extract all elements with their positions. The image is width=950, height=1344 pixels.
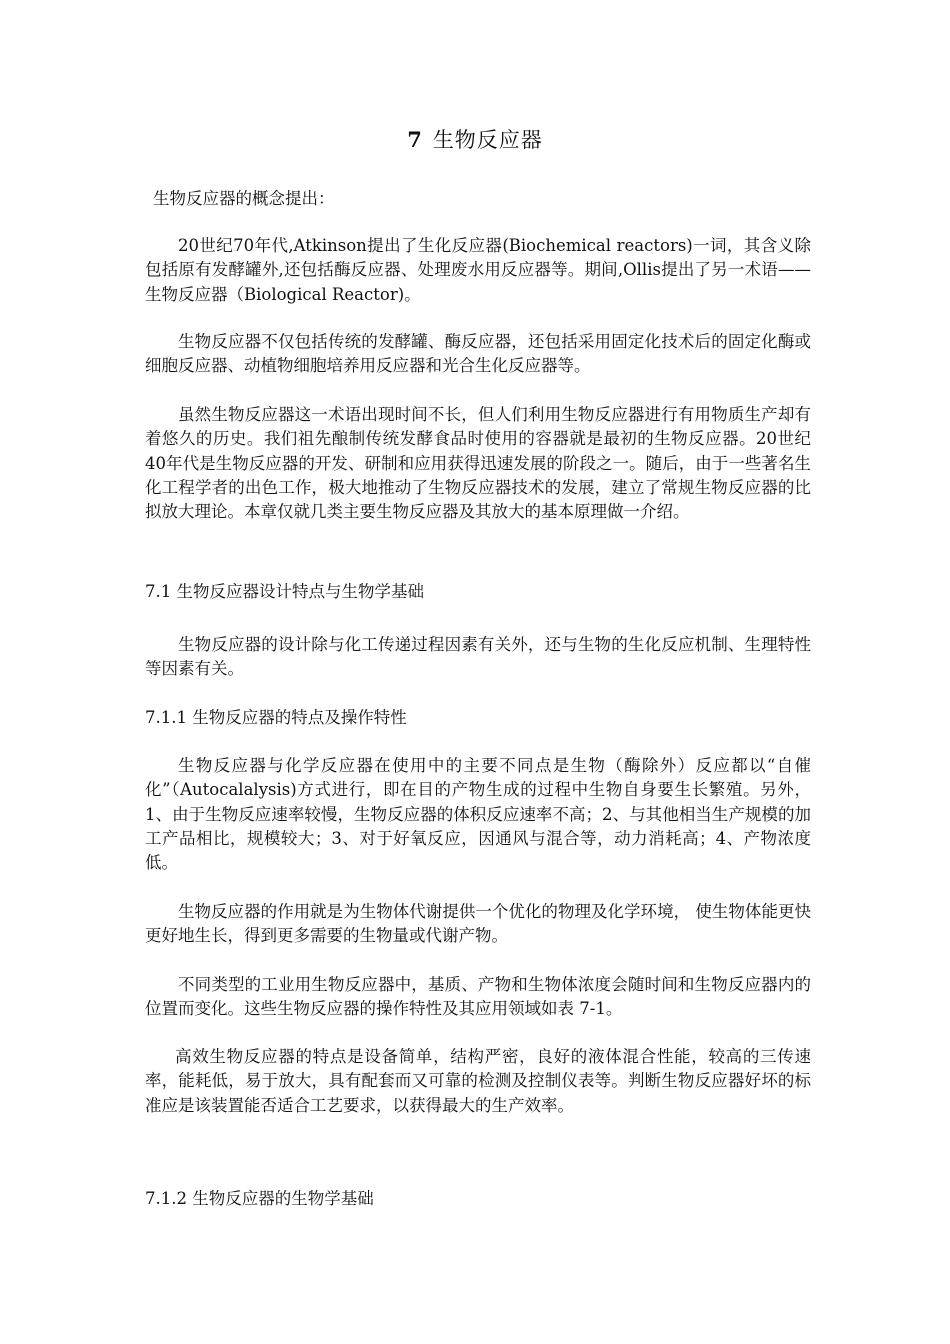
chapter-title-text: 生物反应器 (432, 128, 543, 152)
paragraph-scope: 生物反应器不仅包括传统的发酵罐、酶反应器，还包括采用固定化技术后的固定化酶或细胞反应器、动植物细胞培养用反应器和光合生化反应器等。 (145, 332, 811, 376)
paragraph-characteristics: 生物反应器与化学反应器在使用中的主要不同点是生物（酶除外）反应都以“自催化”（Autocalalysis)方式进行，即在目的产物生成的过程中生物自身要生长繁殖。另外，1、由于生物反应速率较慢，生物反应器的体积反应速率不高；2、与其他相当生产规模的加工产品相比，规模较大；3、对于好氧反应，因通风与混合等，动力消耗高；4、产物浓度低。 (145, 756, 811, 873)
paragraph-function: 生物反应器的作用就是为生物体代谢提供一个优化的物理及化学环境， 使生物体能更快更好地生长，得到更多需要的生物量或代谢产物。 (145, 902, 811, 946)
section-heading-7-1: 7.1 生物反应器设计特点与生物学基础 (145, 582, 424, 601)
paragraph-operation: 不同类型的工业用生物反应器中，基质、产物和生物体浓度会随时间和生物反应器内的位置而变化。这些生物反应器的操作特性及其应用领域如表 7-1。 (145, 975, 811, 1019)
chapter-title (0, 124, 950, 154)
chapter-number: 7 (407, 127, 423, 152)
intro-label: 生物反应器的概念提出： (153, 189, 335, 208)
paragraph-efficiency: 高效生物反应器的特点是设备简单，结构严密，良好的液体混合性能，较高的三传速率，能耗低，易于放大，具有配套而又可靠的检测及控制仪表等。判断生物反应器好坏的标准应是该装置能否适合工艺要求，以获得最大的生产效率。 (145, 1047, 811, 1115)
paragraph-history: 20世纪70年代,Atkinson提出了生化反应器(Biochemical reactors)一词，其含义除包括原有发酵罐外,还包括酶反应器、处理废水用反应器等。期间,Ollis提出了另一术语——生物反应器（Biological Reactor)。 (145, 236, 811, 304)
section-heading-7-1-2: 7.1.2 生物反应器的生物学基础 (145, 1189, 374, 1208)
section-heading-7-1-1: 7.1.1 生物反应器的特点及操作特性 (145, 708, 407, 727)
paragraph-design-factors: 生物反应器的设计除与化工传递过程因素有关外，还与生物的生化反应机制、生理特性等因素有关。 (145, 635, 811, 679)
paragraph-background: 虽然生物反应器这一术语出现时间不长，但人们利用生物反应器进行有用物质生产却有着悠久的历史。我们祖先酿制传统发酵食品时使用的容器就是最初的生物反应器。20世纪40年代是生物反应器的开发、研制和应用获得迅速发展的阶段之一。随后，由于一些著名生化工程学者的出色工作，极大地推动了生物反应器技术的发展，建立了常规生物反应器的比拟放大理论。本章仅就几类主要生物反应器及其放大的基本原理做一介绍。 (145, 405, 811, 522)
